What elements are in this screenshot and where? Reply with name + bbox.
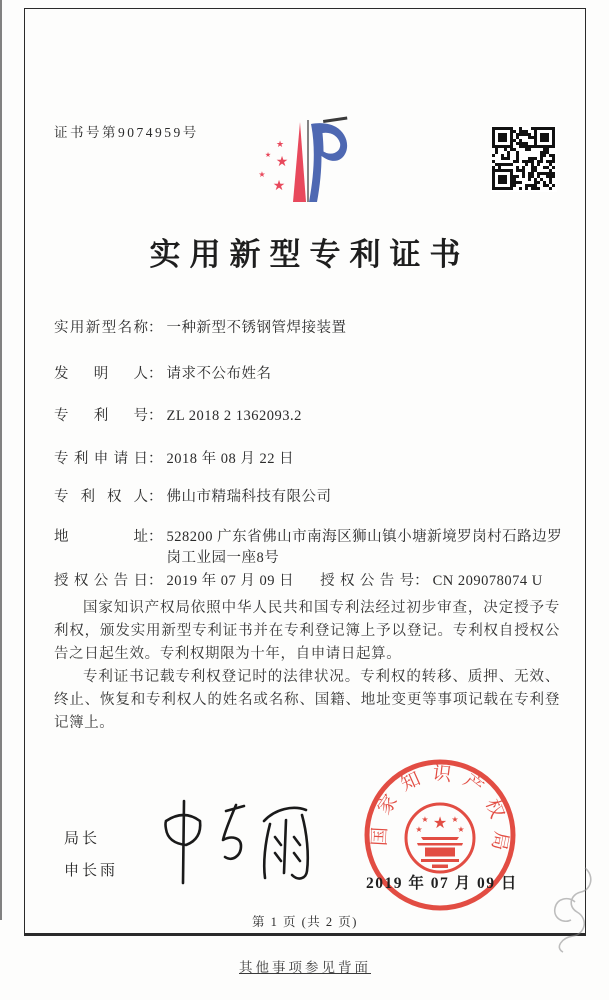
svg-text:★: ★ bbox=[457, 825, 465, 834]
logo-star-icon: ★ bbox=[258, 170, 266, 179]
field-row-grant bbox=[54, 571, 543, 592]
field-colon: ： bbox=[148, 451, 163, 467]
logo-p-shape bbox=[309, 123, 347, 202]
field-colon: ： bbox=[148, 529, 163, 545]
commissioner-signature bbox=[148, 793, 333, 888]
svg-text:★: ★ bbox=[415, 825, 423, 834]
legal-paragraph: 国家知识产权局依照中华人民共和国专利法经过初步审查，决定授予专利权，颁发实用新型专利证书并在专利登记簿上予以登记。专利权自授权公告之日起生效。专利权期限为十年，自申请日起算。 bbox=[54, 600, 560, 662]
signer-title: 局长 bbox=[64, 831, 101, 847]
svg-text:★: ★ bbox=[432, 815, 448, 832]
field-label: 发明人 bbox=[54, 366, 148, 382]
qr-code bbox=[491, 126, 557, 192]
field-row-address bbox=[54, 527, 565, 569]
logo-star-icon: ★ bbox=[272, 179, 286, 194]
ornament-artifact bbox=[545, 862, 603, 954]
logo-dash bbox=[323, 117, 347, 124]
field-row-inventor bbox=[54, 364, 272, 385]
certificate-number: 证书号第9074959号 bbox=[54, 125, 199, 140]
field-value: 请求不公布姓名 bbox=[166, 366, 272, 382]
field-row-patentee bbox=[54, 487, 332, 508]
svg-text:★: ★ bbox=[451, 815, 459, 824]
field-label: 专利申请日 bbox=[54, 451, 148, 467]
field-label: 实用新型名称 bbox=[54, 320, 148, 336]
seal-text: 国家知识产权局 bbox=[369, 762, 512, 863]
continuation-note: 其他事项参见背面 bbox=[239, 960, 371, 975]
field-value: CN 209078074 U bbox=[432, 573, 543, 589]
logo-star-icon: ★ bbox=[275, 155, 289, 170]
field-value: 528200 广东省佛山市南海区狮山镇小塘新境罗岗村石路边罗岗工业园一座8号 bbox=[166, 529, 563, 566]
legal-paragraph: 专利证书记载专利权登记时的法律状况。专利权的转移、质押、无效、终止、恢复和专利权人的姓名或名称、国籍、地址变更等事项记载在专利登记簿上。 bbox=[54, 669, 560, 731]
field-colon: ： bbox=[148, 320, 163, 336]
logo-star-icon: ★ bbox=[264, 151, 272, 159]
field-label: 地址 bbox=[54, 529, 148, 545]
legal-text-block bbox=[54, 597, 560, 735]
field-row-filing-date bbox=[54, 449, 294, 470]
field-value: 一种新型不锈钢管焊接装置 bbox=[166, 320, 347, 336]
field-label: 授权公告号 bbox=[320, 573, 415, 589]
field-row-invention-name bbox=[54, 318, 347, 339]
field-label: 专利号 bbox=[54, 408, 148, 424]
cnipa-logo-icon bbox=[252, 112, 354, 210]
field-label: 专利权人 bbox=[54, 489, 148, 505]
scan-edge-artifact bbox=[0, 0, 2, 920]
page-number: 第 1 页 (共 2 页) bbox=[252, 915, 358, 929]
field-row-patent-number bbox=[54, 406, 302, 427]
field-colon: ： bbox=[148, 573, 163, 589]
field-colon: ： bbox=[148, 408, 163, 424]
svg-text:国家知识产权局 bbox=[368, 762, 511, 863]
field-value: 2019 年 07 月 09 日 bbox=[166, 573, 295, 589]
field-colon: ： bbox=[148, 366, 163, 382]
field-value: ZL 2018 2 1362093.2 bbox=[166, 408, 302, 424]
national-emblem-icon bbox=[406, 804, 474, 872]
seal-date: 2019 年 07 月 09 日 bbox=[366, 875, 518, 892]
field-colon: ： bbox=[414, 573, 429, 589]
field-value: 佛山市精瑞科技有限公司 bbox=[166, 489, 332, 505]
signer-name: 申长雨 bbox=[64, 863, 119, 879]
logo-cone-shape bbox=[293, 122, 306, 202]
logo-star-icon: ★ bbox=[275, 139, 285, 149]
svg-text:★: ★ bbox=[421, 815, 429, 824]
certificate-title: 实用新型专利证书 bbox=[149, 237, 470, 272]
field-label: 授权公告日 bbox=[54, 573, 148, 589]
field-value: 2018 年 08 月 22 日 bbox=[166, 451, 295, 467]
field-colon: ： bbox=[148, 489, 163, 505]
